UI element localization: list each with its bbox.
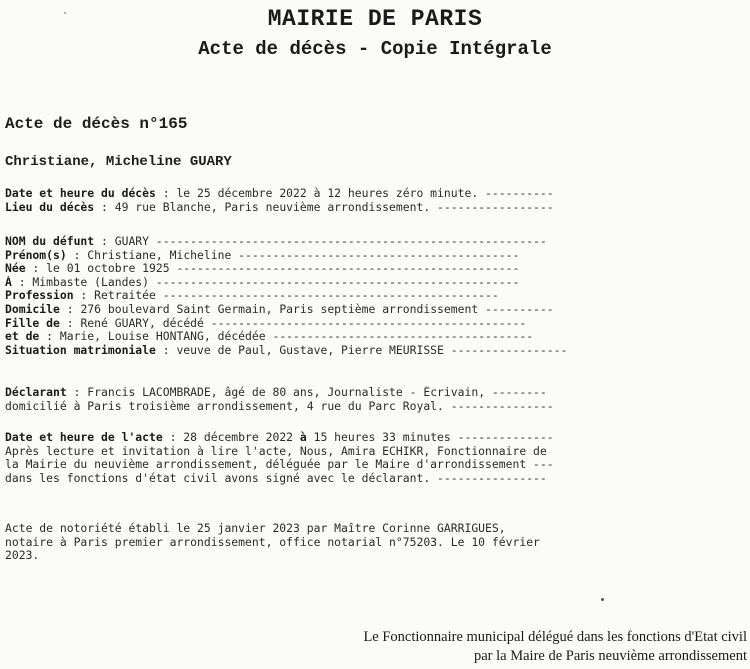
field-value: : 276 boulevard Saint Germain, Paris septième arrondissement ---------- — [59, 302, 554, 316]
field-value: : Christiane, Micheline ----------------------------------------- — [66, 248, 520, 262]
father-line — [5, 317, 745, 331]
paper-speck — [601, 598, 604, 601]
act-text-line: Après lecture et invitation à lire l'acte, Nous, Amira ECHIKR, Fonctionnaire de — [5, 444, 547, 458]
field-value: : Retraitée ------------------------------------------------- — [73, 289, 499, 303]
field-label: et de — [5, 330, 40, 344]
declarant-address-line: domicilié à Paris troisième arrondissement, 4 rue du Parc Royal. --------------- — [5, 399, 554, 413]
act-number: Acte de décès n°165 — [5, 115, 188, 133]
marital-status-line — [5, 344, 745, 358]
field-value: : le 25 décembre 2022 à 12 heures zéro minute. ---------- — [155, 187, 554, 200]
deceased-info-section — [5, 235, 745, 357]
deceased-surname-line — [5, 235, 745, 249]
field-label: Déclarant — [5, 386, 67, 399]
birth-date-line — [5, 262, 745, 276]
paper-speck — [64, 12, 66, 14]
field-label: Situation matrimoniale — [5, 343, 156, 357]
notoriety-section — [5, 522, 745, 563]
profession-line — [5, 289, 745, 303]
act-text-line: la Mairie du neuvième arrondissement, déléguée par le Maire d'arrondissement --- — [5, 458, 554, 472]
deceased-firstnames-line — [5, 249, 745, 263]
birth-place-line — [5, 276, 745, 290]
death-place-line — [5, 201, 745, 215]
field-label: Prénom(s) — [5, 248, 67, 262]
field-label: Profession — [5, 289, 74, 303]
field-value-bold: à — [299, 431, 307, 444]
field-label: Date et heure du décès — [5, 187, 156, 200]
signature-line-2: par la Maire de Paris neuvième arrondissement — [474, 648, 747, 664]
declarant-line — [5, 386, 745, 400]
declarant-section — [5, 386, 745, 413]
field-value: : 49 rue Blanche, Paris neuvième arrondissement. ----------------- — [94, 200, 554, 214]
field-label: Fille de — [5, 316, 60, 330]
death-info-section — [5, 187, 745, 214]
field-label: À — [5, 275, 12, 289]
field-value: : Francis LACOMBRADE, âgé de 80 ans, Journaliste - Écrivain, -------- — [66, 386, 547, 399]
field-value: : veuve de Paul, Gustave, Pierre MEURISSE ----------------- — [155, 343, 568, 357]
signature-line-1: Le Fonctionnaire municipal délégué dans les fonctions d'Etat civil — [363, 629, 747, 645]
notoriety-line: Acte de notoriété établi le 25 janvier 2023 par Maître Corinne GARRIGUES, — [5, 522, 506, 535]
field-value: : Marie, Louise HONTANG, décédée -------------------------------------- — [39, 330, 534, 344]
field-label: Domicile — [5, 302, 60, 316]
deceased-name: Christiane, Micheline GUARY — [5, 154, 232, 170]
act-section — [5, 431, 745, 485]
document-title: MAIRIE DE PARIS — [267, 6, 483, 32]
death-datetime-line — [5, 187, 745, 201]
field-value: : 28 décembre 2022 — [162, 431, 300, 444]
residence-line — [5, 303, 745, 317]
field-value: 15 heures 33 minutes -------------- — [306, 431, 554, 444]
field-value: : Mimbaste (Landes) ----------------------------------------------------- — [11, 275, 520, 289]
act-text-line: dans les fonctions d'état civil avons signé avec le déclarant. ---------------- — [5, 471, 547, 485]
field-label: Lieu du décès — [5, 200, 95, 214]
field-value: : le 01 octobre 1925 -------------------------------------------------- — [25, 262, 520, 276]
notoriety-line: notaire à Paris premier arrondissement, office notarial n°75203. Le 10 février — [5, 535, 540, 549]
field-label: NOM du défunt — [5, 235, 95, 248]
document-subtitle: Acte de décès - Copie Intégrale — [198, 38, 552, 60]
field-label: Née — [5, 262, 26, 276]
notoriety-line: 2023. — [5, 549, 40, 563]
field-value: : René GUARY, décédé ---------------------------------------------- — [59, 316, 527, 330]
act-datetime-line — [5, 431, 745, 445]
field-label: Date et heure de l'acte — [5, 431, 163, 444]
field-value: : GUARY --------------------------------------------------------- — [94, 235, 547, 248]
mother-line — [5, 330, 745, 344]
